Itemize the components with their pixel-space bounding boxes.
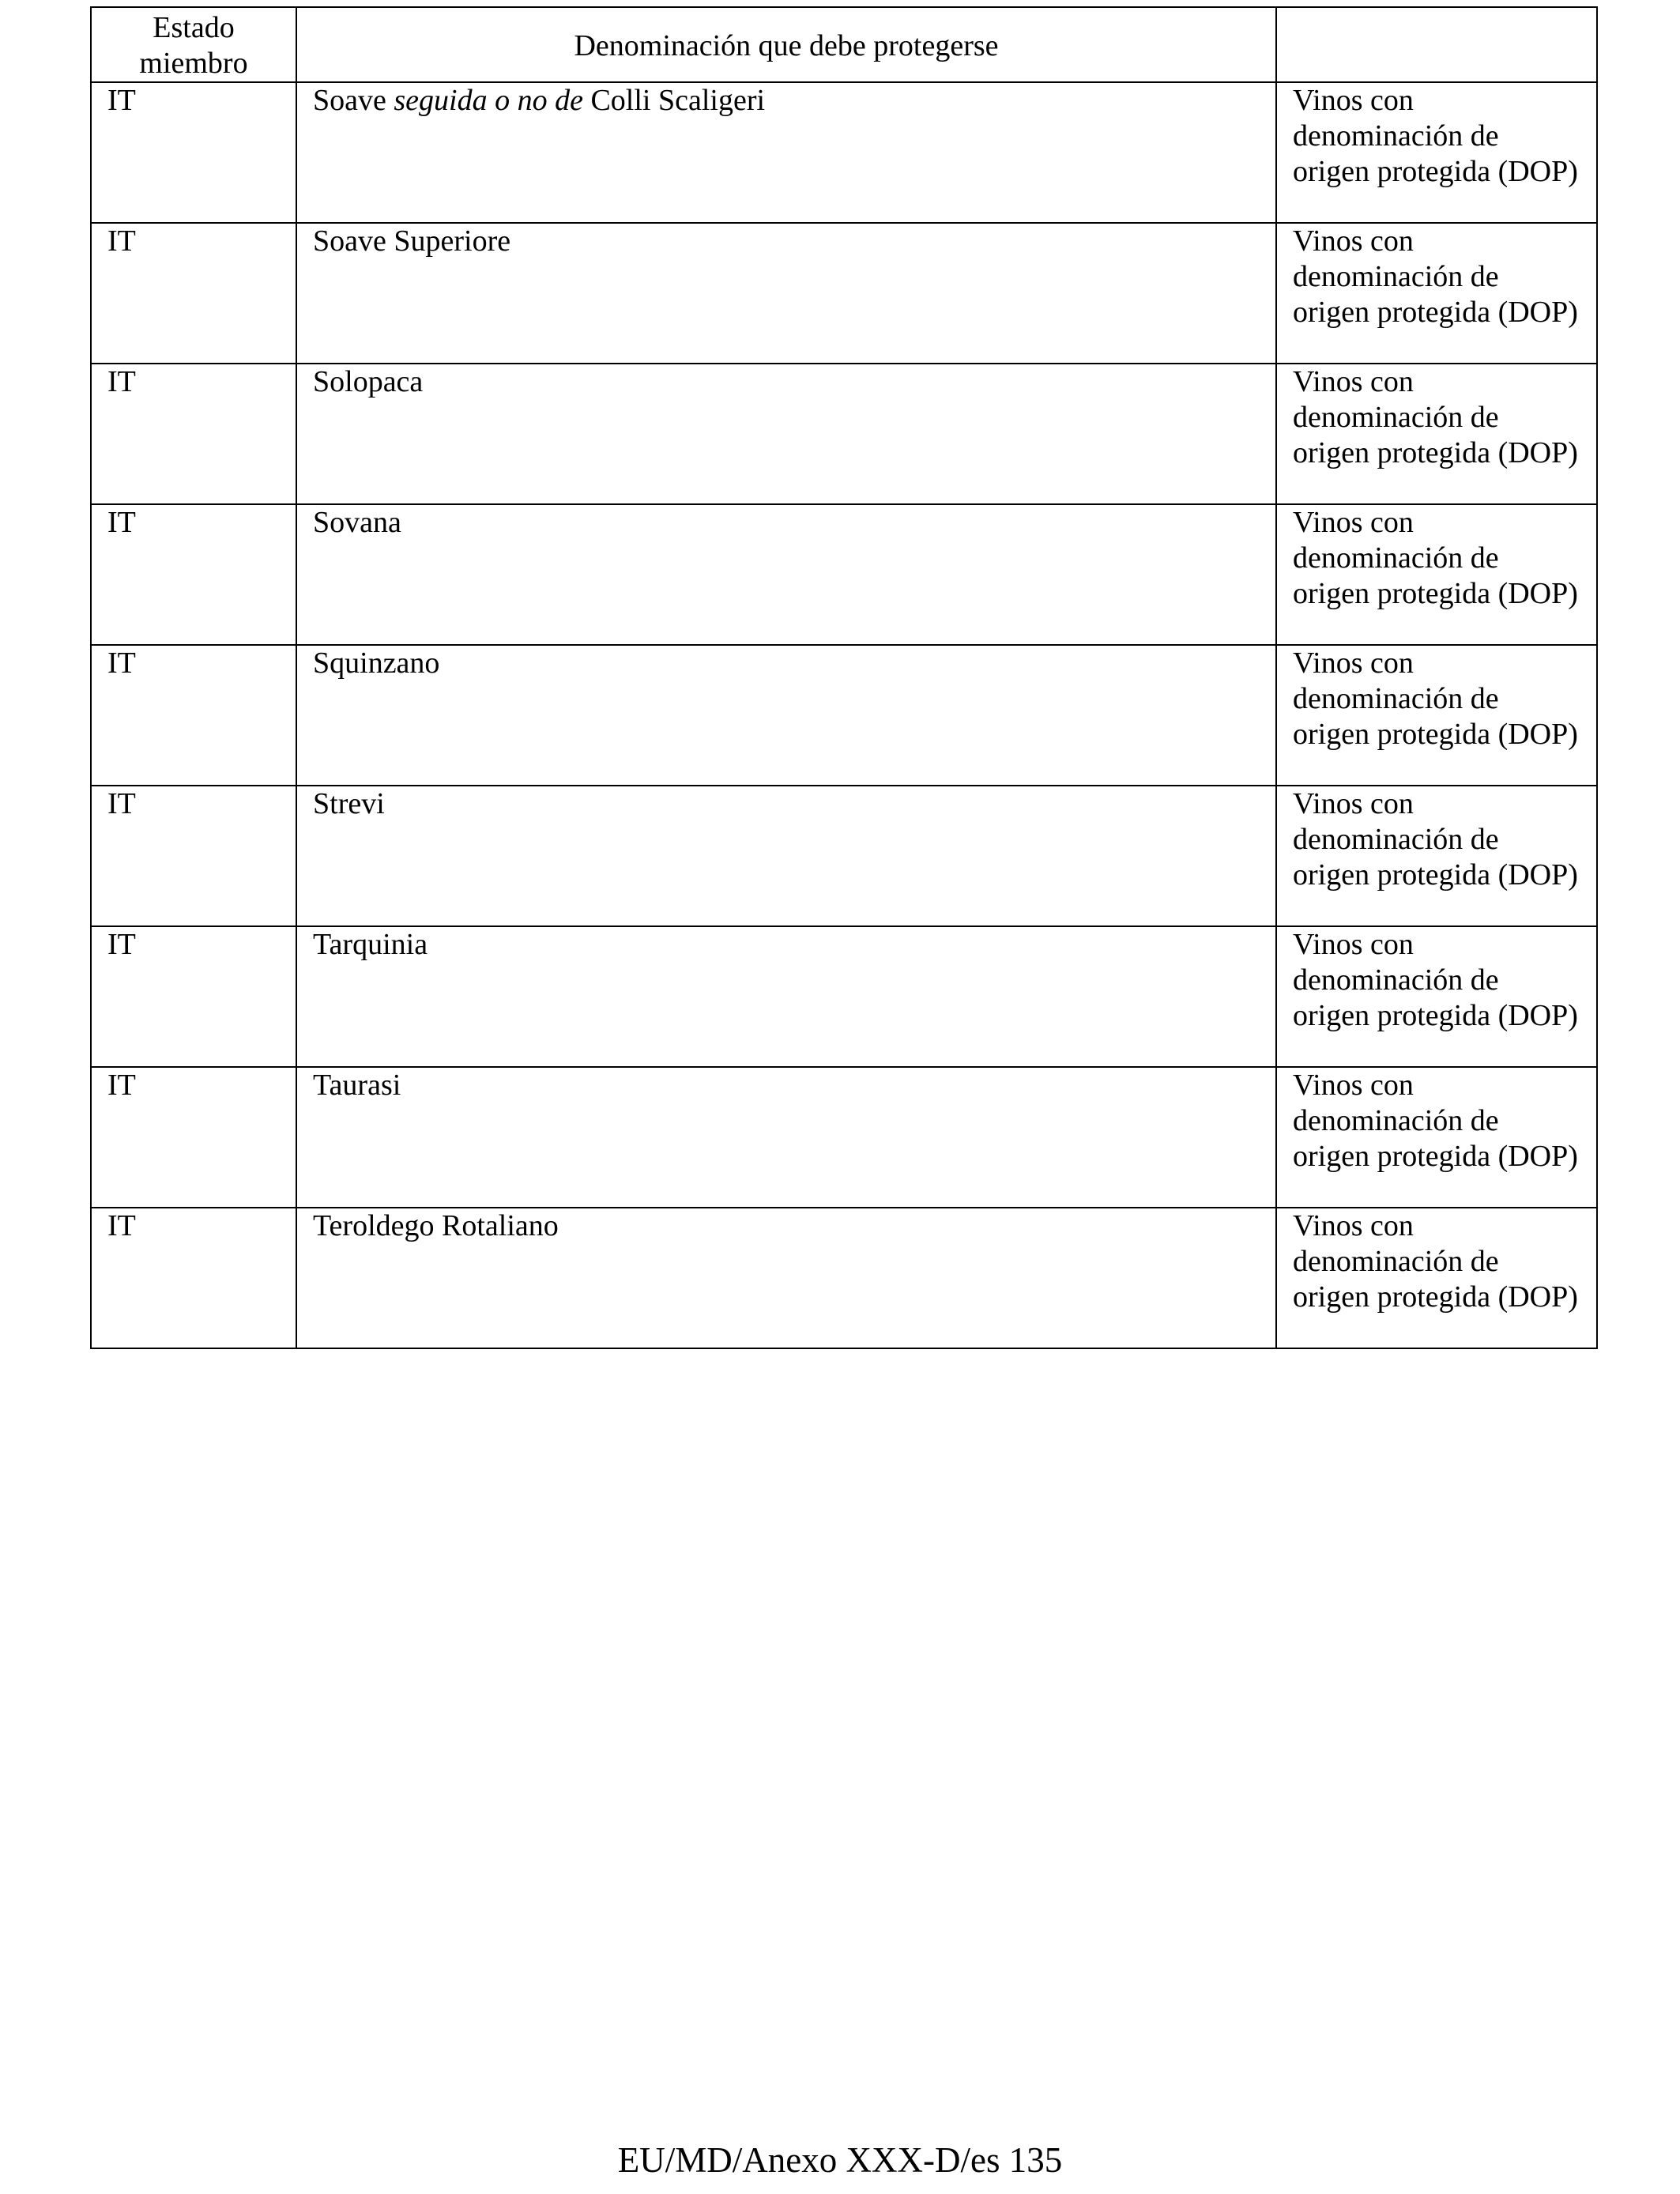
cell-category (1276, 786, 1597, 926)
denominations-table (90, 6, 1598, 1349)
category-text: Vinos con denominación de origen protegida (DOP) (1293, 506, 1578, 610)
name-italic-text: seguida o no de (394, 84, 583, 117)
cell-category (1276, 364, 1597, 504)
cell-category (1276, 1208, 1597, 1348)
cell-name: Squinzano (296, 645, 1276, 786)
table-body (91, 82, 1597, 1348)
header-name: Denominación que debe protegerse (296, 7, 1276, 82)
cell-category (1276, 223, 1597, 364)
name-suffix-text: Colli Scaligeri (590, 84, 766, 117)
table-row (91, 82, 1597, 223)
cell-state: IT (91, 82, 296, 223)
table-row (91, 1208, 1597, 1348)
cell-state: IT (91, 926, 296, 1067)
cell-state: IT (91, 223, 296, 364)
cell-state: IT (91, 1067, 296, 1208)
category-text: Vinos con denominación de origen protegida (DOP) (1293, 928, 1578, 1032)
category-text: Vinos con denominación de origen protegida (DOP) (1293, 787, 1578, 892)
cell-state: IT (91, 786, 296, 926)
category-text: Vinos con denominación de origen protegida (DOP) (1293, 365, 1578, 469)
header-category (1276, 7, 1597, 82)
table-row (91, 1067, 1597, 1208)
cell-name: Sovana (296, 504, 1276, 645)
cell-category (1276, 645, 1597, 786)
category-text: Vinos con denominación de origen protegida (DOP) (1293, 84, 1578, 188)
name-text: Soave (313, 84, 386, 117)
cell-name: Soave Superiore (296, 223, 1276, 364)
cell-category (1276, 504, 1597, 645)
cell-name (296, 82, 1276, 223)
cell-state: IT (91, 645, 296, 786)
table-row (91, 786, 1597, 926)
category-text: Vinos con denominación de origen protegida (DOP) (1293, 647, 1578, 751)
table-header (91, 7, 1597, 82)
table-row (91, 364, 1597, 504)
category-text: Vinos con denominación de origen protegida (DOP) (1293, 1069, 1578, 1173)
table-row (91, 223, 1597, 364)
cell-name: Teroldego Rotaliano (296, 1208, 1276, 1348)
category-text: Vinos con denominación de origen protegida (DOP) (1293, 1209, 1578, 1314)
cell-name: Tarquinia (296, 926, 1276, 1067)
cell-state: IT (91, 364, 296, 504)
cell-category (1276, 1067, 1597, 1208)
page-footer: EU/MD/Anexo XXX-D/es 135 (617, 2140, 1063, 2180)
cell-name: Taurasi (296, 1067, 1276, 1208)
table-row (91, 645, 1597, 786)
table-row (91, 926, 1597, 1067)
header-state: Estado miembro (91, 7, 296, 82)
cell-state: IT (91, 1208, 296, 1348)
cell-state: IT (91, 504, 296, 645)
cell-category (1276, 82, 1597, 223)
cell-name: Strevi (296, 786, 1276, 926)
table-row (91, 504, 1597, 645)
cell-category (1276, 926, 1597, 1067)
cell-name: Solopaca (296, 364, 1276, 504)
category-text: Vinos con denominación de origen protegida (DOP) (1293, 224, 1578, 329)
header-row (91, 7, 1597, 82)
